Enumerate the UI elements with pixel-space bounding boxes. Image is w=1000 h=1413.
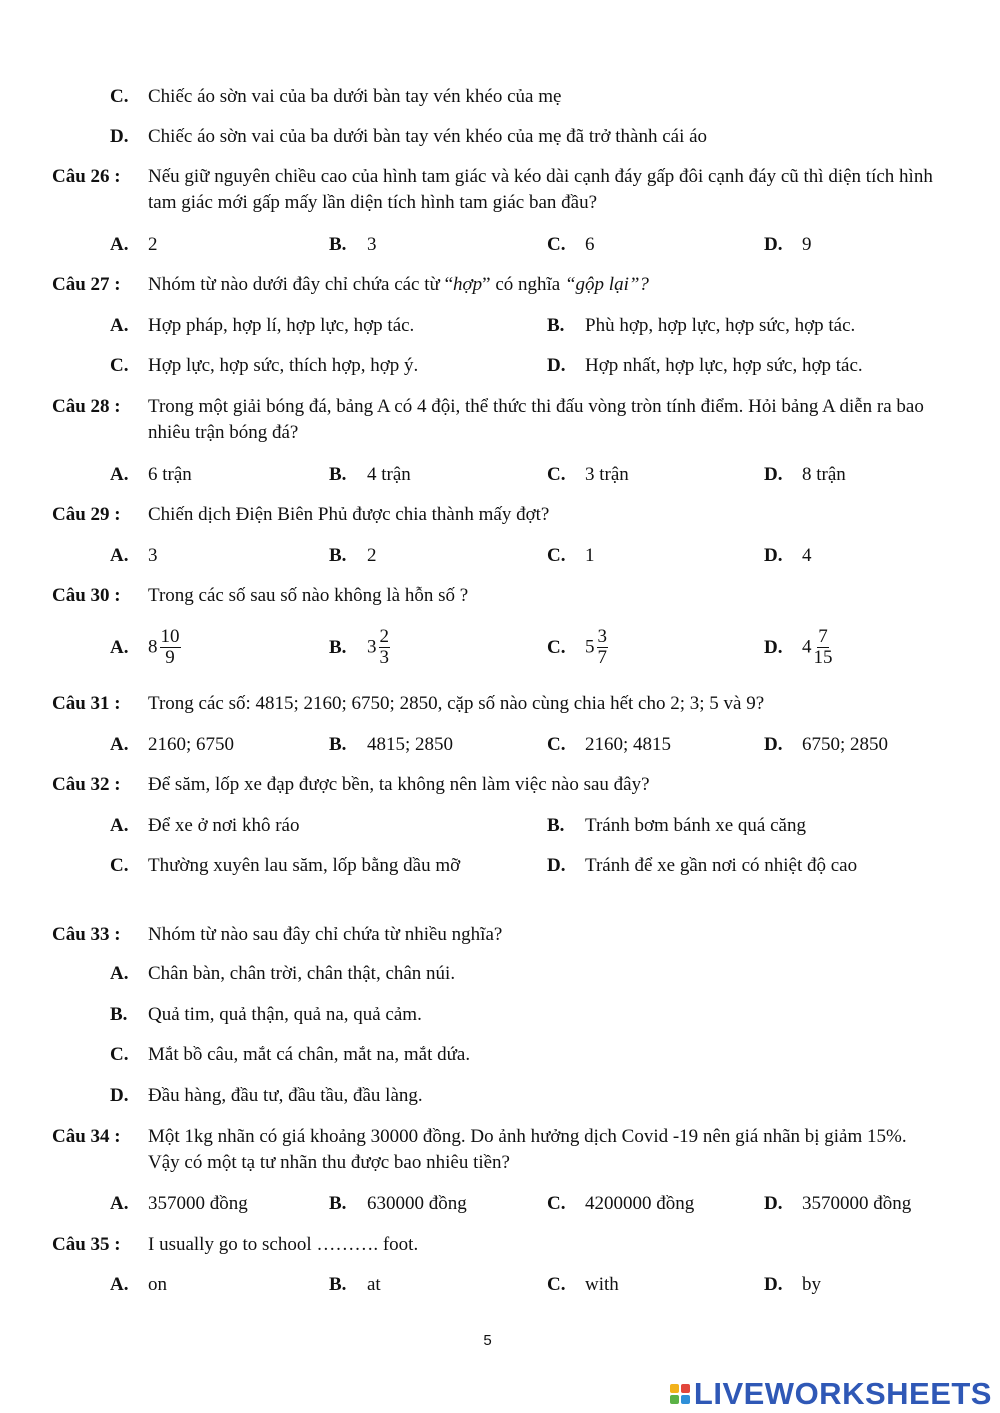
q34-option-d[interactable]: D. 3570000 đồng [764,1193,912,1214]
q33-option-a[interactable]: A. Chân bàn, chân trời, chân thật, chân núi. [110,963,456,984]
question-text: Trong các số sau số nào không là hỗn số ? [148,585,469,606]
q26-option-d[interactable]: D. 9 [764,234,812,255]
q27-option-c[interactable]: C. Hợp lực, hợp sức, thích hợp, hợp ý. [110,355,419,376]
q27-option-b[interactable]: B. Phù hợp, hợp lực, hợp sức, hợp tác. [547,315,856,336]
q33-option-b[interactable]: B. Quả tim, quả thận, quả na, quả cảm. [110,1004,422,1025]
q31-option-b[interactable]: B. 4815; 2850 [329,734,454,755]
question-text: Nhóm từ nào dưới đây chỉ chứa các từ “hợp” có nghĩa “gộp lại”? [148,274,649,295]
question-text: Nhóm từ nào sau đây chỉ chứa từ nhiều nghĩa? [148,924,503,945]
question-label: Câu 26 : [52,166,121,187]
q34-option-b[interactable]: B. 630000 đồng [329,1193,467,1214]
q31-option-d[interactable]: D. 6750; 2850 [764,734,889,755]
fraction: $\frac{2}{3}$ [379,626,389,669]
q30-option-a[interactable]: A. 8 $\frac{10}{9}$ [110,626,180,669]
q26-option-c[interactable]: C. 6 [547,234,595,255]
q29-option-b[interactable]: B. 2 [329,545,377,566]
question-text: Trong các số: 4815; 2160; 6750; 2850, cặp số nào cùng chia hết cho 2; 3; 5 và 9? [148,693,765,714]
q29-option-d[interactable]: D. 4 [764,545,812,566]
q28-option-a[interactable]: A. 6 trận [110,464,192,485]
q35-option-b[interactable]: B. at [329,1274,381,1295]
q34-option-c[interactable]: C. 4200000 đồng [547,1193,695,1214]
q32-option-b[interactable]: B. Tránh bơm bánh xe quá căng [547,815,806,836]
question-label: Câu 28 : [52,396,121,417]
q32-option-c[interactable]: C. Thường xuyên lau săm, lốp bằng dầu mỡ [110,855,461,876]
question-label: Câu 29 : [52,504,121,525]
q35-option-c[interactable]: C. with [547,1274,619,1295]
question-text: Nếu giữ nguyên chiều cao của hình tam giác và kéo dài cạnh đáy gấp đôi cạnh đáy cũ thì diện tích hình tam giác mới gấp mấy lần diện tích hình tam giác ban đầu? [148,166,933,213]
fraction: $\frac{7}{15}$ [813,626,833,669]
q26-option-a[interactable]: A. 2 [110,234,158,255]
brand-text: LIVEWORKSHEETS [693,1376,992,1411]
q28-option-c[interactable]: C. 3 trận [547,464,629,485]
question-label: Câu 27 : [52,274,121,295]
question-text: I usually go to school ………. foot. [148,1234,419,1255]
q29-option-c[interactable]: C. 1 [547,545,595,566]
q32-option-a[interactable]: A. Để xe ở nơi khô ráo [110,815,300,836]
question-label: Câu 35 : [52,1234,121,1255]
option-d-prev[interactable]: D. Chiếc áo sờn vai của ba dưới bàn tay vén khéo của mẹ đã trở thành cái áo [110,126,708,147]
question-label: Câu 30 : [52,585,121,606]
question-text: Để săm, lốp xe đạp được bền, ta không nên làm việc nào sau đây? [148,774,650,795]
q34-option-a[interactable]: A. 357000 đồng [110,1193,248,1214]
q29-option-a[interactable]: A. 3 [110,545,158,566]
q30-option-d[interactable]: D. 4 $\frac{7}{15}$ [764,626,833,669]
q30-option-b[interactable]: B. 3 $\frac{2}{3}$ [329,626,389,669]
q31-option-a[interactable]: A. 2160; 6750 [110,734,235,755]
q32-option-d[interactable]: D. Tránh để xe gần nơi có nhiệt độ cao [547,855,858,876]
q27-option-a[interactable]: A. Hợp pháp, hợp lí, hợp lực, hợp tác. [110,315,415,336]
question-text: Một 1kg nhãn có giá khoảng 30000 đồng. Do ảnh hưởng dịch Covid -19 nên giá nhãn bị giảm 15%. Vậy có một tạ tư nhãn thu được bao nhiêu tiền? [148,1126,907,1173]
q30-option-c[interactable]: C. 5 $\frac{3}{7}$ [547,626,607,669]
page-number: 5 [483,1332,492,1349]
q31-option-c[interactable]: C. 2160; 4815 [547,734,672,755]
fraction: $\frac{3}{7}$ [597,626,607,669]
q33-option-d[interactable]: D. Đầu hàng, đầu tư, đầu tầu, đầu làng. [110,1085,423,1106]
q27-option-d[interactable]: D. Hợp nhất, hợp lực, hợp sức, hợp tác. [547,355,863,376]
liveworksheets-logo-icon [670,1384,690,1404]
liveworksheets-logo[interactable] [670,1376,992,1412]
q35-option-a[interactable]: A. on [110,1274,167,1295]
option-c-prev[interactable]: C. Chiếc áo sờn vai của ba dưới bàn tay vén khéo của mẹ [110,86,562,107]
q28-option-b[interactable]: B. 4 trận [329,464,411,485]
q35-option-d[interactable]: D. by [764,1274,821,1295]
question-text: Trong một giải bóng đá, bảng A có 4 đội, thể thức thi đấu vòng tròn tính điểm. Hỏi bảng A diễn ra bao nhiêu trận bóng đá? [148,396,924,443]
q28-option-d[interactable]: D. 8 trận [764,464,846,485]
question-text: Chiến dịch Điện Biên Phủ được chia thành mấy đợt? [148,504,550,525]
fraction: $\frac{10}{9}$ [160,626,180,669]
question-label: Câu 34 : [52,1126,121,1147]
q33-option-c[interactable]: C. Mắt bồ câu, mắt cá chân, mắt na, mắt dứa. [110,1044,471,1065]
question-label: Câu 31 : [52,693,121,714]
question-label: Câu 33 : [52,924,121,945]
q26-option-b[interactable]: B. 3 [329,234,377,255]
question-label: Câu 32 : [52,774,121,795]
